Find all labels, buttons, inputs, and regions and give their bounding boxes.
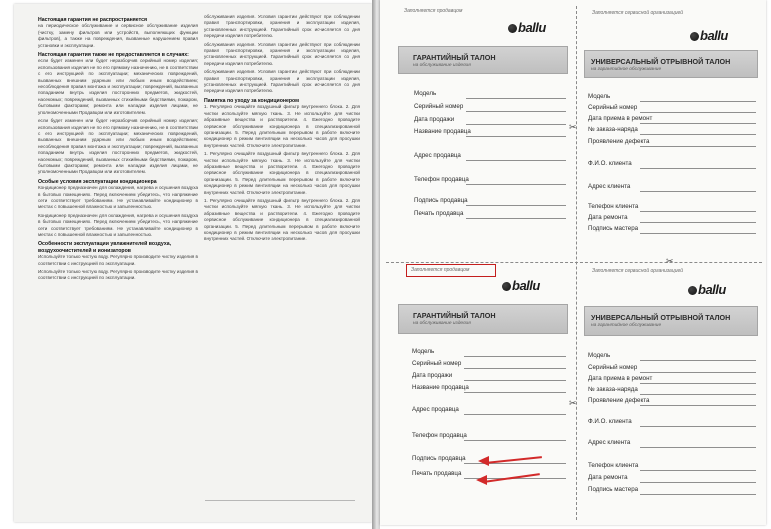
field-input-line[interactable]	[640, 360, 756, 361]
field-label: Адрес клиента	[588, 183, 631, 190]
field-label: Печать продавца	[414, 210, 464, 217]
highlighted-seller-label	[406, 264, 496, 277]
paragraph-text: обслуживания изделия. Условия гарантии действуют при соблюдении правил транспортировки, хранения и эксплуатации изделия, установленных инструкцией. Гарантийный срок исчисляется со дня передачи изделия потребителю.	[204, 14, 360, 39]
field-input-line[interactable]	[640, 405, 756, 406]
ballu-logo: ballu	[688, 282, 726, 297]
coupon-title: ГАРАНТИЙНЫЙ ТАЛОН	[413, 53, 496, 62]
left-text-column	[38, 14, 198, 510]
field-input-line[interactable]	[640, 123, 756, 124]
field-label: Подпись продавца	[412, 455, 466, 462]
paragraph-text: Кондиционер предназначен для охлаждения, нагрева и осушения воздуха в бытовых помещениях. Перед включением убедитесь, что напряжение сети соответствует требованиям. Не устанавливайте кондиционер в местах с повышенной влажностью и запыленностью.	[38, 185, 198, 210]
field-input-line[interactable]	[640, 394, 756, 395]
field-label: Название продавца	[412, 384, 469, 391]
field-input-line[interactable]	[640, 191, 756, 192]
field-input-line[interactable]	[466, 184, 566, 185]
right-text-column	[204, 14, 360, 510]
field-label: Дата продажи	[412, 372, 453, 379]
field-label: Модель	[588, 352, 611, 359]
field-input-line[interactable]	[466, 205, 566, 206]
warranty-title-band	[398, 46, 568, 74]
tearoff-title-band	[584, 306, 758, 336]
field-label: № заказа-наряда	[588, 126, 638, 133]
paragraph-heading: Памятка по уходу за кондиционером	[204, 97, 299, 104]
paragraph-heading: Настоящая гарантия не распространяется	[38, 17, 147, 23]
field-label: Дата приема в ремонт	[588, 375, 653, 382]
paragraph-text: 1. Регулярно очищайте воздушный фильтр внутреннего блока. 2. Для чистки используйте мягкую ткань. 3. Не используйте для чистки абразивные вещества и растворители. 4. Ежегодно проводите сервисное обслуживание кондиционера в специализированной организации. 5. Перед длительным перерывом в работе включите кондиционер в режим вентиляции на несколько часов для просушки внутренних частей. Отключите электропитание.	[204, 104, 360, 148]
warranty-title-band	[398, 304, 568, 334]
paragraph-heading: Настоящая гарантия также не предоставляется в случаях:	[38, 52, 189, 59]
seller-fill-label: Заполняется продавцом	[411, 267, 470, 273]
coupon-subtitle: на обслуживание изделия	[413, 321, 471, 326]
field-input-line[interactable]	[640, 494, 756, 495]
field-label: Дата ремонта	[588, 474, 628, 481]
paragraph-text: Используйте только чистую воду. Регулярно производите чистку изделия в соответствии с инструкцией по эксплуатации.	[38, 254, 198, 266]
field-label: Подпись мастера	[588, 486, 639, 493]
field-input-line[interactable]	[464, 414, 566, 415]
field-input-line[interactable]	[640, 134, 756, 135]
paragraph-text: 1. Регулярно очищайте воздушный фильтр внутреннего блока. 2. Для чистки используйте мягкую ткань. 3. Не используйте для чистки абразивные вещества и растворители. 4. Ежегодно проводите сервисное обслуживание кондиционера в специализированной организации. 5. Перед длительным перерывом в работе включите кондиционер в режим вентиляции на несколько часов для просушки внутренних частей. Отключите электропитание.	[204, 197, 360, 242]
coupon-subtitle: на гарантийное обслуживание	[591, 67, 662, 72]
field-input-line[interactable]	[640, 470, 756, 471]
field-label: Ф.И.О. клиента	[588, 418, 632, 425]
seller-fill-label: Заполняется продавцом	[404, 8, 463, 14]
field-input-line[interactable]	[466, 160, 566, 161]
field-label: Телефон продавца	[414, 176, 469, 183]
field-input-line[interactable]	[466, 124, 566, 125]
annotation-arrow-head	[478, 456, 489, 466]
coupon-title: УНИВЕРСАЛЬНЫЙ ОТРЫВНОЙ ТАЛОН	[591, 313, 731, 322]
service-fill-label: Заполняется сервисной организацией	[592, 268, 684, 274]
paragraph-heading: Особенности эксплуатации увлажнителей воздуха, воздухоочистителей и ионизаторов	[38, 241, 172, 254]
field-label: Адрес продавца	[414, 152, 461, 159]
field-label: Печать продавца	[412, 470, 462, 477]
scissors-icon: ✂	[569, 122, 577, 132]
field-label: Адрес продавца	[412, 406, 459, 413]
field-input-line[interactable]	[640, 146, 756, 147]
field-label: Серийный номер	[412, 360, 462, 367]
field-input-line[interactable]	[464, 392, 566, 393]
field-input-line[interactable]	[640, 383, 756, 384]
field-input-line[interactable]	[466, 111, 566, 112]
paragraph-heading: Особые условия эксплуатации кондиционера	[38, 178, 157, 185]
field-input-line[interactable]	[464, 368, 566, 369]
field-label: Модель	[412, 348, 435, 355]
coupon-title: ГАРАНТИЙНЫЙ ТАЛОН	[413, 311, 496, 320]
field-input-line[interactable]	[640, 426, 756, 427]
paragraph-text: обслуживания изделия. Условия гарантии действуют при соблюдении правил транспортировки, хранения и эксплуатации изделия, установленных инструкцией. Гарантийный срок исчисляется со дня передачи изделия потребителю.	[204, 41, 360, 66]
paragraph-text: Используйте только чистую воду. Регулярно производите чистку изделия в соответствии с инструкцией по эксплуатации.	[38, 269, 198, 281]
coupon-subtitle: на гарантийное обслуживание	[591, 323, 662, 328]
field-label: Серийный номер	[588, 104, 638, 111]
field-input-line[interactable]	[640, 211, 756, 212]
field-input-line[interactable]	[640, 233, 756, 234]
field-input-line[interactable]	[640, 112, 756, 113]
field-label: Серийный номер	[588, 364, 638, 371]
field-label: Модель	[588, 93, 611, 100]
field-input-line[interactable]	[640, 222, 756, 223]
field-label: Адрес клиента	[588, 439, 631, 446]
field-input-line[interactable]	[640, 447, 756, 448]
field-input-line[interactable]	[464, 440, 566, 441]
field-label: Проявление дефекта	[588, 397, 650, 404]
field-input-line[interactable]	[640, 372, 756, 373]
field-label: Дата приема в ремонт	[588, 115, 653, 122]
horizontal-cut-line	[386, 262, 762, 263]
field-input-line[interactable]	[640, 168, 756, 169]
coupon-title: УНИВЕРСАЛЬНЫЙ ОТРЫВНОЙ ТАЛОН	[591, 57, 731, 66]
field-label: Подпись продавца	[414, 197, 468, 204]
coupon-subtitle: на обслуживание изделия	[413, 63, 471, 68]
field-label: Модель	[414, 90, 437, 97]
field-label: Серийный номер	[414, 103, 464, 110]
footer-rule	[205, 500, 355, 501]
field-input-line[interactable]	[466, 218, 566, 219]
field-input-line[interactable]	[464, 380, 566, 381]
paragraph-text: обслуживания изделия. Условия гарантии действуют при соблюдении правил транспортировки, хранения и эксплуатации изделия, установленных инструкцией. Гарантийный срок исчисляется со дня передачи изделия потребителю.	[204, 69, 360, 94]
field-input-line[interactable]	[640, 482, 756, 483]
ballu-logo: ballu	[502, 278, 540, 293]
field-input-line[interactable]	[466, 98, 566, 99]
field-label: Телефон клиента	[588, 462, 639, 469]
ballu-logo: ballu	[508, 20, 546, 35]
field-label: Телефон продавца	[412, 432, 467, 439]
vertical-cut-line	[576, 6, 577, 520]
field-label: Дата ремонта	[588, 214, 628, 221]
paragraph-text: Кондиционер предназначен для охлаждения, нагрева и осушения воздуха в бытовых помещениях. Перед включением убедитесь, что напряжение сети соответствует требованиям. Не устанавливайте кондиционер в местах с повышенной влажностью и запыленностью.	[38, 212, 198, 237]
scissors-icon: ✂	[569, 398, 577, 408]
field-input-line[interactable]	[466, 136, 566, 137]
service-fill-label: Заполняется сервисной организацией	[592, 10, 684, 16]
paragraph-text: на периодическое обслуживание и сервисное обслуживание изделия (чистку, замену фильтров или устройств, выполняющих функции фильтров), а также на повреждения, вызванные нарушением правил установки и эксплуатации.	[38, 23, 198, 48]
field-label: Название продавца	[414, 128, 471, 135]
paragraph-text: 1. Регулярно очищайте воздушный фильтр внутреннего блока. 2. Для чистки используйте мягкую ткань. 3. Не используйте для чистки абразивные вещества и растворители. 4. Ежегодно проводите сервисное обслуживание кондиционера в специализированной организации. 5. Перед длительным перерывом в работе включите кондиционер в режим вентиляции на несколько часов для просушки внутренних частей. Отключите электропитание.	[204, 151, 360, 195]
field-input-line[interactable]	[464, 356, 566, 357]
scissors-icon: ✂	[666, 256, 674, 266]
annotation-arrow-head	[476, 475, 487, 485]
field-label: № заказа-наряда	[588, 386, 638, 393]
ballu-logo: ballu	[690, 28, 728, 43]
field-label: Дата продажи	[414, 116, 455, 123]
paragraph-text: если будет изменен или будет неразборчив серийный номер изделия; использования изделия не по его прямому назначению, не в соответствии с его инструкцией по эксплуатации; механических повреждений, вызванных внешним ударным или любым иным воздействием; несоблюдения правил монтажа и эксплуатации; повреждений, вызванных попаданием внутрь изделия посторонних предметов, жидкостей, насекомых; повреждений, вызванных стихийными бедствиями, пожаром, бытовыми факторами; ремонта или наладки изделия лицами, не уполномоченными Продавцом или изготовителем.	[38, 118, 198, 175]
field-label: Подпись мастера	[588, 225, 639, 232]
field-label: Телефон клиента	[588, 203, 639, 210]
paragraph-text: если будет изменен или будет неразборчив серийный номер изделия; использования изделия не по его прямому назначению, не в соответствии с его инструкцией по эксплуатации; механических повреждений, вызванных внешним ударным или любым иным воздействием; несоблюдения правил монтажа и эксплуатации; повреждений, вызванных попаданием внутрь изделия посторонних предметов, жидкостей, насекомых; повреждений, вызванных стихийными бедствиями, пожаром, бытовыми факторами; ремонта или наладки изделия лицами, не уполномоченными Продавцом или изготовителем.	[38, 58, 198, 115]
field-input-line[interactable]	[640, 101, 756, 102]
field-label: Проявление дефекта	[588, 138, 650, 145]
book-spine	[372, 0, 380, 529]
tearoff-title-band	[584, 50, 758, 78]
field-label: Ф.И.О. клиента	[588, 160, 632, 167]
